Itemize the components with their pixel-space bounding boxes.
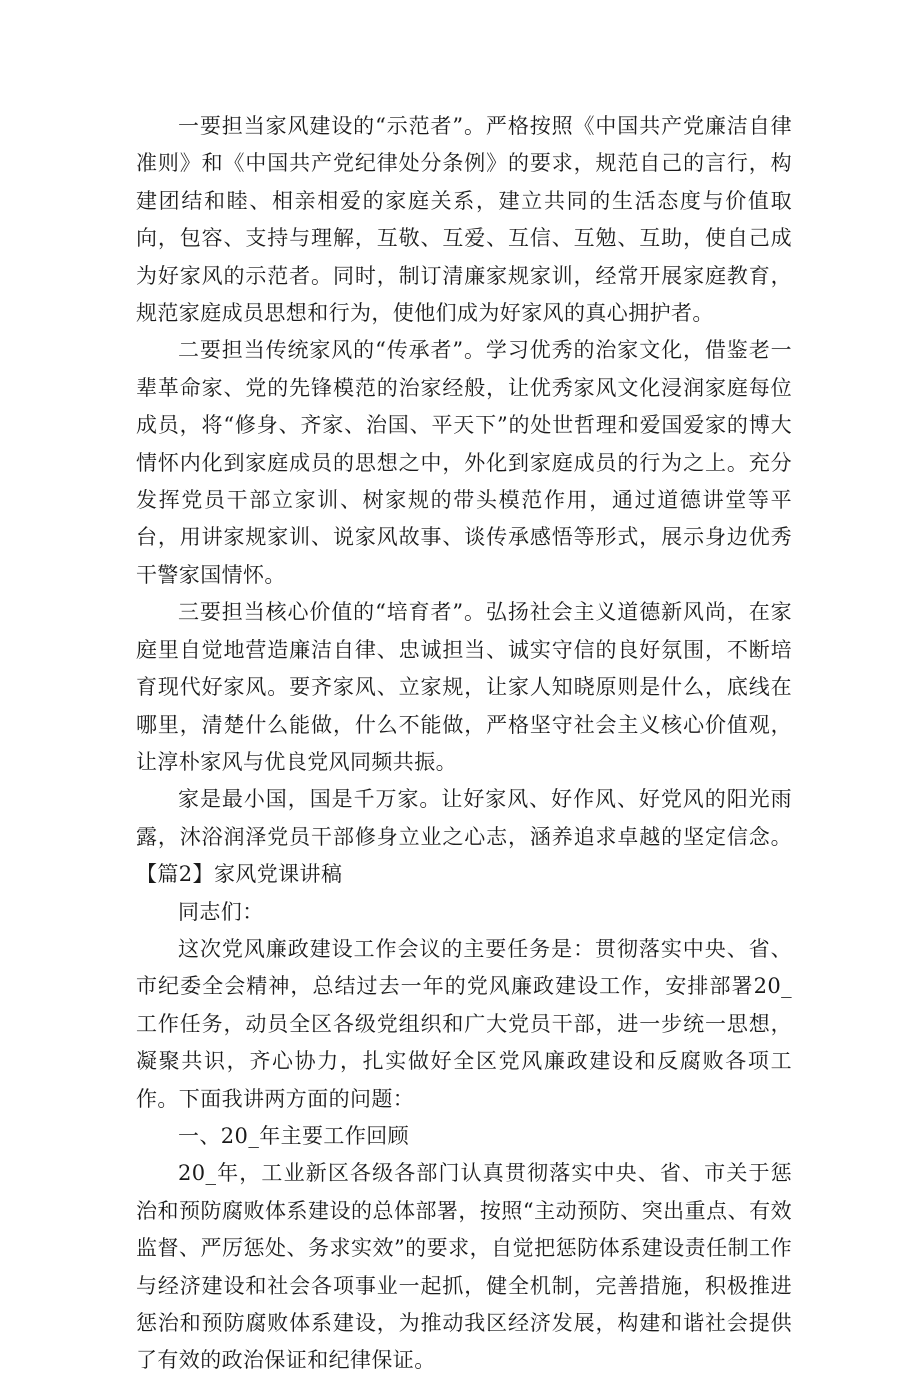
paragraph-inheritor: 二要担当传统家风的“传承者”。学习优秀的治家文化，借鉴老一辈革命家、党的先锋模范的治家经般，让优秀家风文化浸润家庭每位成员，将“修身、齐家、治国、平天下”的处世哲理和爱国爱家的博大情怀内化到家庭成员的思想之中，外化到家庭成员的行为之上。充分发挥党员干部立家训、树家规的带头模范作用，通过道德讲堂等平台，用讲家规家训、说家风故事、谈传承感悟等形式，展示身边优秀干警家国情怀。: [136, 338, 792, 587]
paragraph-demonstrator: 一要担当家风建设的“示范者”。严格按照《中国共产党廉洁自律准则》和《中国共产党纪律处分条例》的要求，规范自己的言行，构建团结和睦、相亲相爱的家庭关系，建立共同的生活态度与价值取向，包容、支持与理解，互敬、互爱、互信、互勉、互助，使自己成为好家风的示范者。同时，制订清廉家规家训，经常开展家庭教育，规范家庭成员思想和行为，使他们成为好家风的真心拥护者。: [136, 114, 792, 326]
paragraph-review: 20_年，工业新区各级各部门认真贯彻落实中央、省、市关于惩治和预防腐败体系建设的总体部署，按照“主动预防、突出重点、有效监督、严厉惩处、务求实效”的要求，自觉把惩防体系建设责任制工作与经济建设和社会各项事业一起抓，健全机制，完善措施，积极推进惩治和预防腐败体系建设，为推动我区经济发展，构建和谐社会提供了有效的政治保证和纪律保证。: [136, 1161, 792, 1373]
salutation: 同志们：: [178, 899, 264, 924]
section-heading-review: 一、20_年主要工作回顾: [178, 1123, 410, 1148]
paragraph-meeting-task: 这次党风廉政建设工作会议的主要任务是：贯彻落实中央、省、市纪委全会精神，总结过去一年的党风廉政建设工作，安排部署20_工作任务，动员全区各级党组织和广大党员干部，进一步统一思想，凝聚共识，齐心协力，扎实做好全区党风廉政建设和反腐败各项工作。下面我讲两方面的问题：: [136, 936, 792, 1111]
paragraph-conclusion: 家是最小国，国是千万家。让好家风、好作风、好党风的阳光雨露，沐浴润泽党员干部修身立业之心志，涵养追求卓越的坚定信念。【篇2】家风党课讲稿: [136, 787, 792, 887]
paragraph-cultivator: 三要担当核心价值的“培育者”。弘扬社会主义道德新风尚，在家庭里自觉地营造廉洁自律、忠诚担当、诚实守信的良好氛围，不断培育现代好家风。要齐家风、立家规，让家人知晓原则是什么，底线在哪里，清楚什么能做，什么不能做，严格坚守社会主义核心价值观，让淳朴家风与优良党风同频共振。: [136, 600, 792, 774]
document-page: [136, 108, 792, 1380]
